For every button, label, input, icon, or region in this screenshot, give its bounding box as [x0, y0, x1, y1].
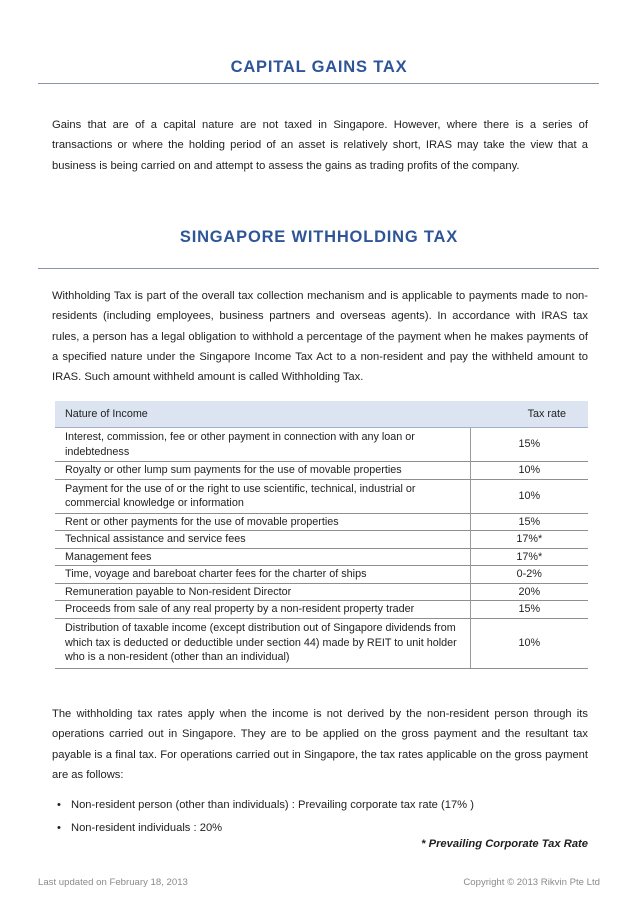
list-item-text: Non-resident person (other than individuals) : Prevailing corporate tax rate (17% )	[71, 799, 474, 811]
column-header-nature-of-income: Nature of Income	[55, 401, 470, 428]
gross-payment-rates-list	[57, 794, 474, 840]
rate-cell: 10%	[470, 618, 588, 668]
income-cell: Proceeds from sale of any real property by a non-resident property trader	[55, 601, 470, 619]
corporate-tax-rate-note: * Prevailing Corporate Tax Rate	[421, 838, 588, 850]
table-row	[55, 462, 588, 480]
withholding-tax-rates-table	[55, 401, 588, 669]
table-row	[55, 618, 588, 668]
table-row	[55, 548, 588, 566]
column-header-tax-rate: Tax rate	[470, 401, 588, 428]
table-row	[55, 583, 588, 601]
income-cell: Interest, commission, fee or other payment in connection with any loan or indebtedness	[55, 428, 470, 462]
bullet-icon: •	[57, 799, 61, 811]
bullet-icon: •	[57, 822, 61, 834]
table-row	[55, 531, 588, 549]
rate-cell: 10%	[470, 479, 588, 513]
rate-cell: 15%	[470, 428, 588, 462]
income-cell: Distribution of taxable income (except distribution out of Singapore dividends from which tax is deducted or deductible under section 44) made by REIT to unit holder who is a non-resident (other than an individual)	[55, 618, 470, 668]
withholding-intro-paragraph: Withholding Tax is part of the overall tax collection mechanism and is applicable to payments made to non-residents (including employees, business partners and overseas agents). In accordance with IRAS tax rules, a person has a legal obligation to withhold a percentage of the payment when he makes payments of a specified nature under the Singapore Income Tax Act to a non-resident and pay the withheld amount to IRAS. Such amount withheld amount is called Withholding Tax.	[52, 290, 588, 384]
section-divider	[38, 268, 599, 269]
footer-last-updated: Last updated on February 18, 2013	[38, 877, 188, 888]
rate-cell: 0-2%	[470, 566, 588, 584]
income-cell: Rent or other payments for the use of movable properties	[55, 513, 470, 531]
withholding-tax-heading: SINGAPORE WITHHOLDING TAX	[179, 228, 459, 246]
rate-cell: 20%	[470, 583, 588, 601]
table-header-row	[55, 401, 588, 428]
income-cell: Royalty or other lump sum payments for the use of movable properties	[55, 462, 470, 480]
capital-gains-heading: CAPITAL GAINS TAX	[230, 58, 408, 76]
rate-cell: 17%*	[470, 531, 588, 549]
rate-cell: 15%	[470, 513, 588, 531]
income-cell: Payment for the use of or the right to use scientific, technical, industrial or commercial knowledge or information	[55, 479, 470, 513]
table-row	[55, 601, 588, 619]
table-row	[55, 566, 588, 584]
income-cell: Technical assistance and service fees	[55, 531, 470, 549]
rate-cell: 10%	[470, 462, 588, 480]
list-item-text: Non-resident individuals : 20%	[71, 822, 223, 834]
section-divider	[38, 83, 599, 84]
income-cell: Remuneration payable to Non-resident Director	[55, 583, 470, 601]
rate-cell: 15%	[470, 601, 588, 619]
footer-copyright: Copyright © 2013 Rikvin Pte Ltd	[463, 877, 600, 888]
table-row	[55, 428, 588, 462]
list-item	[57, 794, 474, 817]
table-row	[55, 513, 588, 531]
table-row	[55, 479, 588, 513]
income-cell: Management fees	[55, 548, 470, 566]
list-item	[57, 817, 474, 840]
capital-gains-paragraph: Gains that are of a capital nature are not taxed in Singapore. However, where there is a series of transactions or where the holding period of an asset is relatively short, IRAS may take the view that a business is being carried on and attempt to assess the gains as trading profits of the company.	[52, 119, 588, 172]
rate-cell: 17%*	[470, 548, 588, 566]
income-cell: Time, voyage and bareboat charter fees for the charter of ships	[55, 566, 470, 584]
withholding-rates-paragraph: The withholding tax rates apply when the income is not derived by the non-resident person through its operations carried out in Singapore. They are to be applied on the gross payment and the resultant tax payable is a final tax. For operations carried out in Singapore, the tax rates applicable on the gross payment are as follows:	[52, 708, 588, 781]
